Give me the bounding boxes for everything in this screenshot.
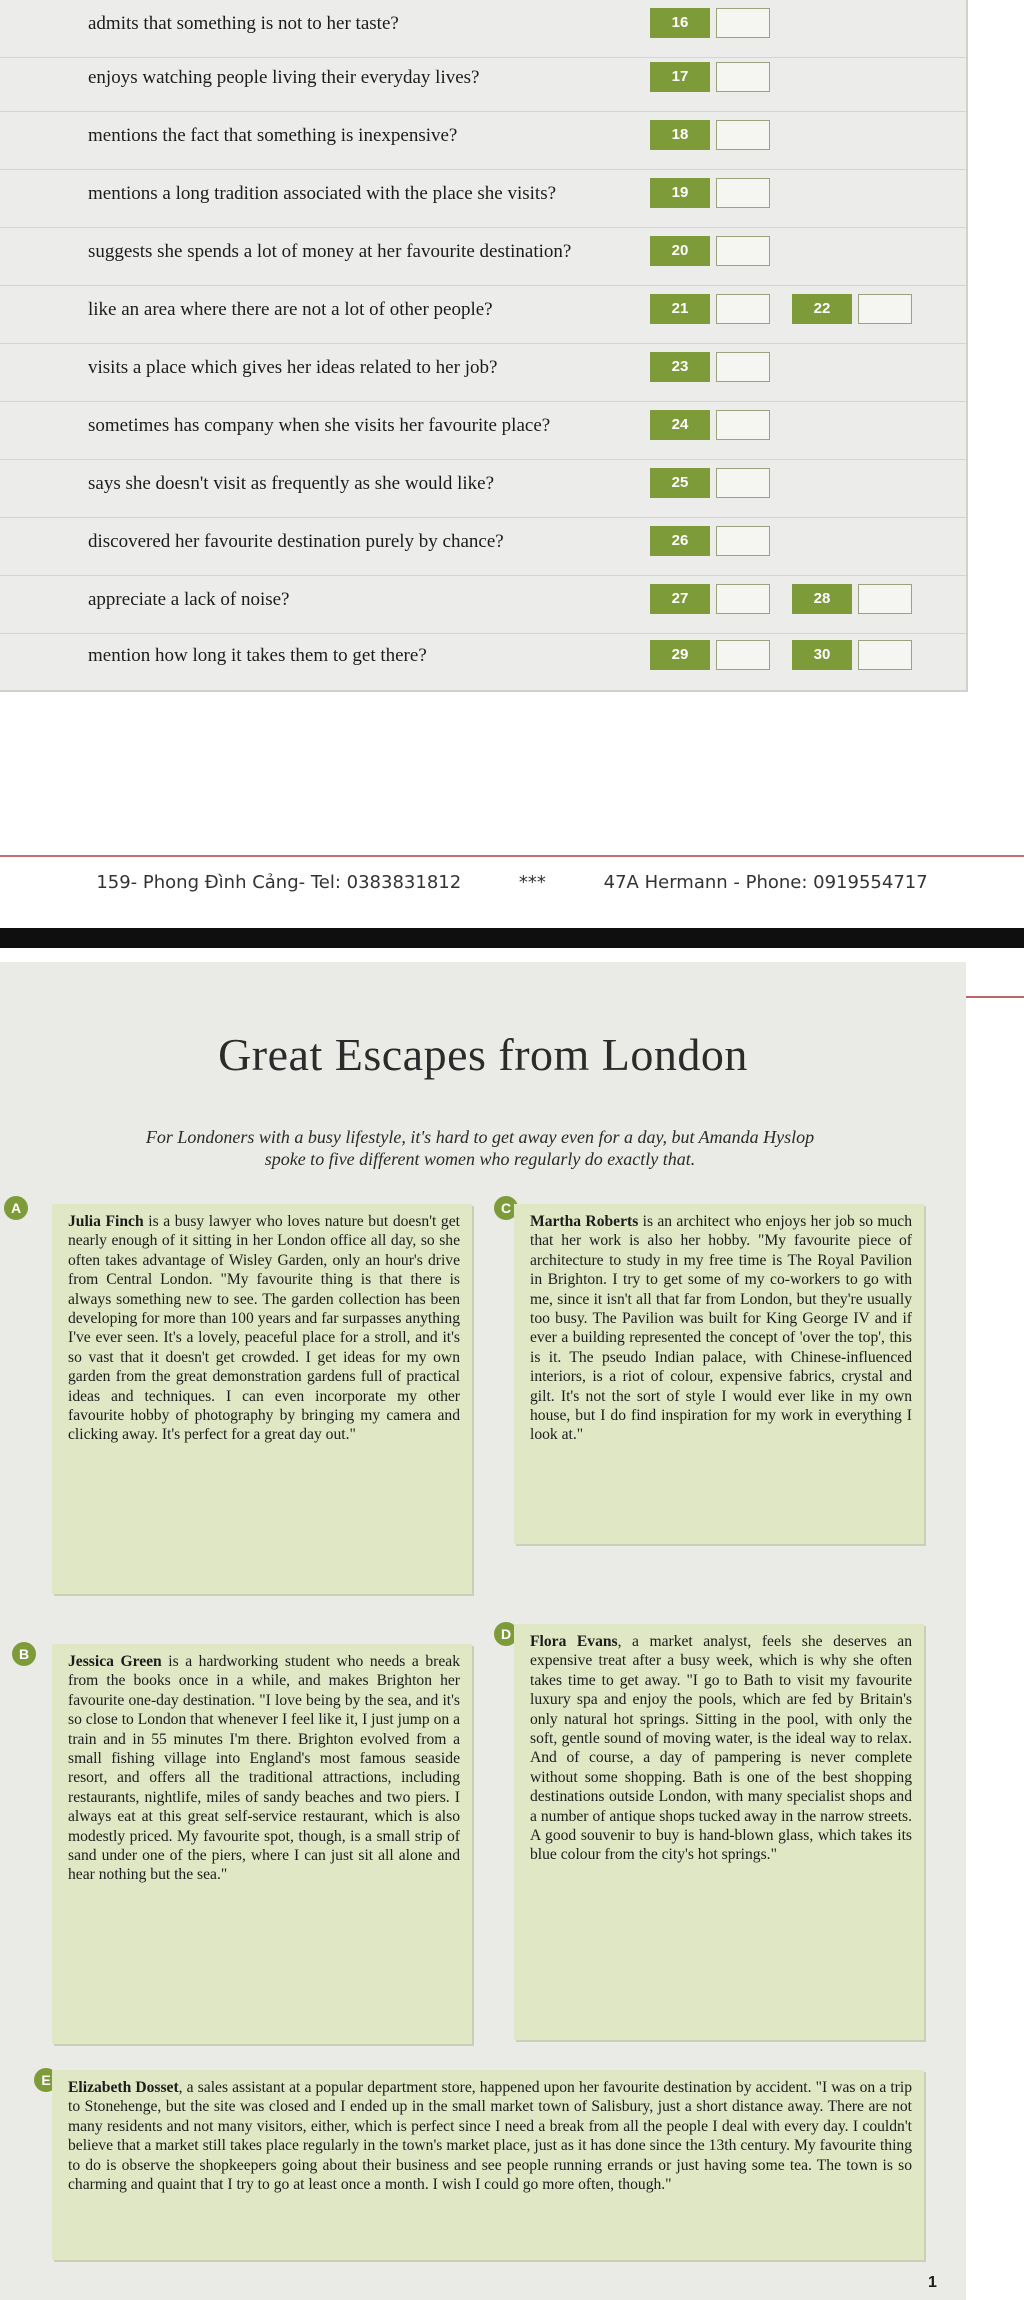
question-row [0, 576, 966, 634]
article-page [0, 962, 966, 2300]
question-text: mentions a long tradition associated with the place she visits? [88, 183, 557, 204]
section-a-box [52, 1204, 472, 1594]
answer-box[interactable] [716, 584, 770, 614]
question-number: 28 [792, 584, 852, 614]
section-letter-badge: B [12, 1642, 36, 1666]
question-row [0, 54, 966, 112]
answer-box[interactable] [716, 178, 770, 208]
question-row [0, 170, 966, 228]
section-text: is a busy lawyer who loves nature but doesn't get nearly enough of it sitting in her London office all day, so she often takes advantage of Wisley Garden, only an hour's drive from Central London. "My favourite thing is that there is always something new to see. The garden collection has been developing for more than 100 years and far surpasses anything I've ever seen. It's a lovely, peaceful place for a stroll, and it's so vast that it doesn't get crowded. I get ideas for my own garden from the great demonstration gardens full of practical ideas and techniques. I can even incorporate my other favourite hobby of photography by bringing my camera and clicking away. It's perfect for a great day out." [68, 1213, 460, 1444]
question-row [0, 460, 966, 518]
answer-box[interactable] [716, 8, 770, 38]
question-text: mentions the fact that something is inexpensive? [88, 125, 458, 146]
answer-box[interactable] [716, 352, 770, 382]
section-letter-badge: D [494, 1622, 518, 1646]
article-title: Great Escapes from London [218, 1029, 748, 1080]
question-row [0, 228, 966, 286]
question-text: discovered her favourite destination purely by chance? [88, 531, 504, 552]
question-row [0, 286, 966, 344]
answer-box[interactable] [716, 62, 770, 92]
question-text: admits that something is not to her taste? [88, 13, 399, 34]
answer-box[interactable] [716, 294, 770, 324]
footer-address-right: 47A Hermann - Phone: 0919554717 [603, 872, 928, 893]
answer-box[interactable] [716, 526, 770, 556]
question-text: suggests she spends a lot of money at her favourite destination? [88, 241, 572, 262]
question-row [0, 518, 966, 576]
answer-box[interactable] [716, 236, 770, 266]
footer-address-left: 159- Phong Đình Cảng- Tel: 0383831812 [96, 872, 462, 893]
question-row [0, 112, 966, 170]
question-number: 18 [650, 120, 710, 150]
question-text: mention how long it takes them to get there? [88, 645, 427, 666]
section-text: is a hardworking student who needs a break from the books once in a while, and makes Brighton her favourite one-day destination. "I love being by the sea, and it's so close to London that whenever I feel like it, I just jump on a train and in 55 minutes I'm there. Brighton evolved from a small fishing village into England's most famous seaside resort, and offers all the traditional attractions, including restaurants, nightlife, miles of sandy beaches and two piers. I always eat at this great self-service restaurant, which is also modestly priced. My favourite spot, though, is a small strip of sand under one of the piers, where I can just sit all alone and hear nothing but the sea." [68, 1653, 460, 1884]
question-number: 21 [650, 294, 710, 324]
question-row [0, 344, 966, 402]
question-text: sometimes has company when she visits her favourite place? [88, 415, 551, 436]
section-d-box [514, 1624, 924, 2040]
section-text: is an architect who enjoys her job so much that her work is also her hobby. "My favourite piece of architecture to study in my free time is The Royal Pavilion in Brighton. I try to get some of my co-workers to go with me, since it isn't all that far from London, but they're usually too busy. The Pavilion was built for King George IV and if ever a building represented the concept of 'over the top', this is it. The pseudo Indian palace, with Chinese-influenced interiors, is a riot of colour, expensive fabrics, crystal and gilt. It's not the sort of style I would ever like in my own house, but I do find inspiration for my work in everything I look at." [530, 1213, 912, 1444]
question-number: 26 [650, 526, 710, 556]
answer-box[interactable] [858, 584, 912, 614]
person-name: Elizabeth Dosset [68, 2079, 179, 2096]
answer-box[interactable] [858, 640, 912, 670]
black-divider-bar [0, 928, 1024, 948]
answer-box[interactable] [716, 120, 770, 150]
question-number: 25 [650, 468, 710, 498]
question-row [0, 402, 966, 460]
person-name: Jessica Green [68, 1653, 162, 1670]
answer-box[interactable] [716, 640, 770, 670]
question-number: 24 [650, 410, 710, 440]
person-name: Martha Roberts [530, 1213, 639, 1230]
questions-panel [0, 0, 968, 692]
section-text: , a market analyst, feels she deserves an expensive treat after a busy week, which is why she often takes time to get away. "I go to Bath to visit my favourite luxury spa and enjoy the pools, which are fed by Britain's only natural hot springs. Sitting in the pool, with only the soft, gentle sound of moving water, is the ideal way to relax. And of course, a day of pampering is never complete without some shopping. Bath is one of the best shopping destinations outside London, with many specialist shops and a number of antique shops tucked away in the narrow streets. A good souvenir to buy is hand-blown glass, which takes its blue colour from the city's hot springs." [530, 1633, 912, 1864]
question-number: 30 [792, 640, 852, 670]
section-c-box [514, 1204, 924, 1544]
question-text: says she doesn't visit as frequently as she would like? [88, 473, 495, 494]
question-number: 20 [650, 236, 710, 266]
person-name: Julia Finch [68, 1213, 144, 1230]
person-name: Flora Evans [530, 1633, 618, 1650]
article-intro: For Londoners with a busy lifestyle, it's hard to get away even for a day, but Amanda Hyslop spoke to five different women who regularly do exactly that. [145, 1127, 815, 1169]
section-letter-badge: A [4, 1196, 28, 1220]
section-letter-badge: E [34, 2068, 58, 2092]
question-number: 27 [650, 584, 710, 614]
section-b-box [52, 1644, 472, 2044]
contact-footer [0, 872, 1024, 893]
page-number: 1 [928, 2274, 937, 2291]
question-number: 29 [650, 640, 710, 670]
section-text: , a sales assistant at a popular department store, happened upon her favourite destination by accident. "I was on a trip to Stonehenge, but the site was closed and I ended up in the small market town of Salisbury, just a short distance away. There are not many residents and not many visitors, either, which is perfect since I need a break from all the people I deal with every day. I couldn't believe that a market still takes place regularly in the town's market place, just as it has done since the 13th century. My favourite thing to do is observe the shopkeepers going about their business and see people running errands or just having some tea. The town is so charming and quaint that I try to go at least once a month. I wish I could go more often, though." [68, 2079, 913, 2194]
question-row [0, 632, 966, 690]
question-text: appreciate a lack of noise? [88, 589, 290, 610]
question-number: 22 [792, 294, 852, 324]
section-letter-badge: C [494, 1196, 518, 1220]
answer-box[interactable] [716, 410, 770, 440]
question-text: like an area where there are not a lot of other people? [88, 299, 493, 320]
divider-line [0, 855, 1024, 857]
question-text: enjoys watching people living their everyday lives? [88, 67, 480, 88]
question-number: 19 [650, 178, 710, 208]
question-number: 17 [650, 62, 710, 92]
answer-box[interactable] [716, 468, 770, 498]
section-e-box [52, 2070, 924, 2260]
question-row [0, 0, 966, 58]
answer-box[interactable] [858, 294, 912, 324]
question-text: visits a place which gives her ideas related to her job? [88, 357, 498, 378]
question-number: 16 [650, 8, 710, 38]
footer-separator: *** [518, 872, 546, 893]
question-number: 23 [650, 352, 710, 382]
